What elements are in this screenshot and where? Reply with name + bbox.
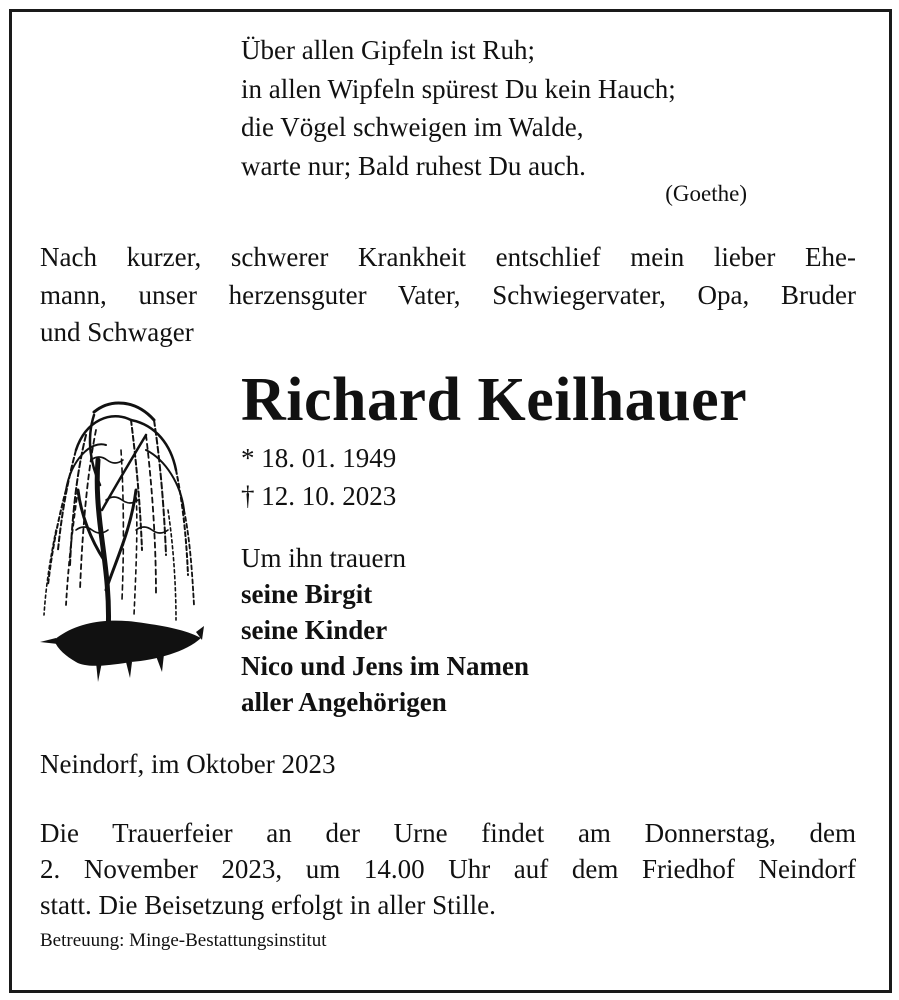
mourners — [241, 540, 529, 720]
mourner-line: aller Angehörigen — [241, 687, 447, 717]
willow-tree-icon — [36, 390, 206, 690]
deceased-name: Richard Keilhauer — [241, 366, 748, 434]
mourners-intro: Um ihn trauern — [241, 543, 406, 573]
poem-line: in allen Wipfeln spürest Du kein Hauch; — [241, 73, 676, 104]
birth-date: * 18. 01. 1949 — [241, 443, 397, 473]
poem-line: die Vögel schweigen im Walde, — [241, 112, 584, 142]
mourner-line: seine Birgit — [241, 579, 373, 609]
mourner-line: seine Kinder — [241, 615, 388, 645]
death-date: † 12. 10. 2023 — [241, 481, 397, 511]
mourner-line: Nico und Jens im Namen — [241, 651, 530, 681]
poem-attribution: (Goethe) — [665, 181, 747, 206]
poem-line: warte nur; Bald ruhest Du auch. — [241, 150, 586, 181]
life-dates — [241, 439, 396, 515]
poem — [241, 31, 676, 185]
ceremony-line: 2. November 2023, um 14.00 Uhr auf dem Friedhof Neindorf — [40, 854, 856, 884]
poem-line: Über allen Gipfeln ist Ruh; — [241, 35, 535, 65]
intro-text — [40, 239, 856, 352]
intro-line: mann, unser herzensguter Vater, Schwiegervater, Opa, Bruder — [40, 279, 856, 310]
ceremony-text — [40, 815, 856, 923]
intro-line: und Schwager — [40, 317, 194, 347]
ceremony-line: Die Trauerfeier an der Urne findet am Donnerstag, dem — [40, 818, 856, 848]
funeral-home-credit: Betreuung: Minge-Bestattungsinstitut — [40, 930, 327, 951]
place-date: Neindorf, im Oktober 2023 — [40, 749, 336, 779]
intro-line: Nach kurzer, schwerer Krankheit entschlief mein lieber Ehe- — [40, 242, 856, 272]
ceremony-line: statt. Die Beisetzung erfolgt in aller Stille. — [40, 890, 496, 920]
